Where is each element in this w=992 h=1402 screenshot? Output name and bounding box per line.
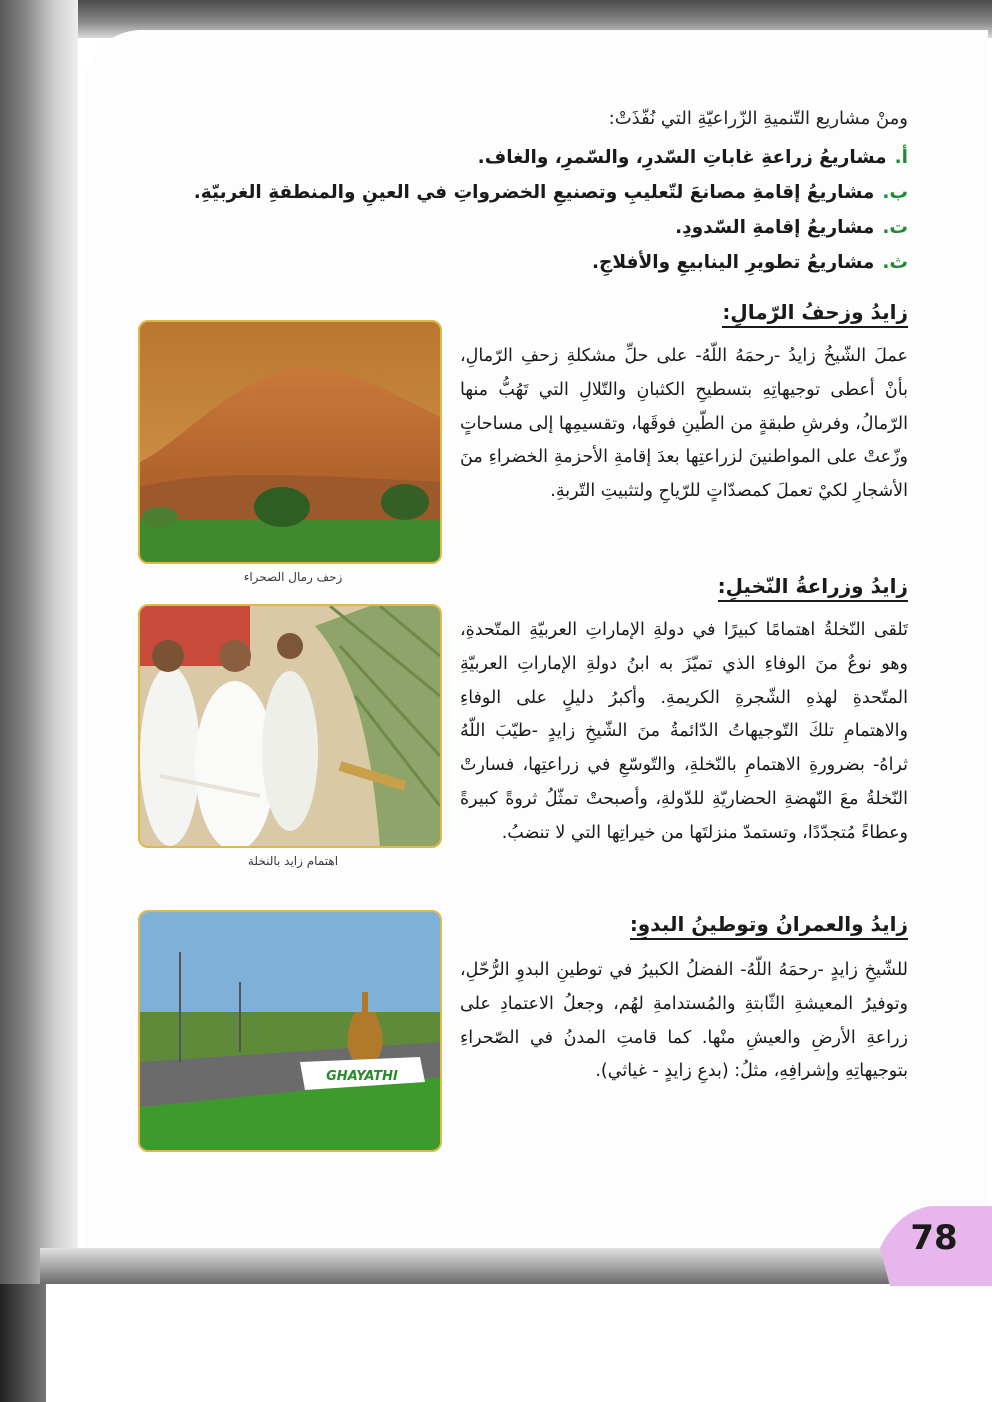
scan-bottom-area: [0, 1284, 992, 1402]
photo-ghayathi: [138, 910, 442, 1152]
projects-list: [128, 140, 908, 280]
photo-zayed-palm: [138, 604, 442, 848]
list-letter: ب.: [882, 182, 908, 203]
list-text: مشاريعُ تطويرِ الينابيعِ والأفلاجِ.: [591, 252, 875, 273]
intro-text: ومنْ مشاريع التّنميةِ الزّراعيّةِ التي نُفّذَتْ:: [608, 108, 908, 129]
caption-palm: اهتمام زايد بالنخلة: [247, 854, 339, 868]
section-body-sand: عملَ الشّيخُ زايدُ -رحمَهُ اللّهُ- على حلِّ مشكلةِ زحفِ الرّمالِ، بأنْ أعطى توجيهاتِهِ بتسطيحِ الكثبانِ والتّلالِ التي تَهُبُّ منها الرّمالُ، وفرشِ طبقةٍ من الطّينِ فوقَها، وتقسيمِها إلى مساحاتٍ وزّعتْ على المواطنينَ لزراعتِها بعدَ إقامةِ الأحزمةِ الخضراءِ منَ الأشجارِ لكيْ تعملَ كمصدّاتٍ للرّياحِ ولتثبيتِ التّربةِ.: [460, 346, 908, 502]
caption-desert: زحف رمال الصحراء: [243, 570, 343, 584]
section-heading-palms: زايدُ وزراعةُ النّخيلِ:: [718, 574, 908, 602]
palm-illustration: [140, 606, 440, 846]
list-item: [128, 140, 908, 175]
section-heading-sand: زايدُ وزحفُ الرّمالِ:: [722, 300, 908, 328]
list-letter: أ.: [894, 147, 908, 168]
section-body-bedouin: للشّيخِ زايدٍ -رحمَهُ اللّهُ- الفضلُ الكبيرُ في توطينِ البدوِ الرُّحّلِ، وتوفيرُ المعيشةِ الثّابتةِ والمُستدامةِ لهُم، وجعلُ الاعتمادِ على زراعةِ الأرضِ والعيشِ منْها. كما قامتِ المدنُ في الصّحراءِ بتوجيهاتِهِ وإشرافِهِ، مثلُ: (بدعِ زايدٍ - غياثي).: [460, 960, 908, 1082]
ghayathi-sign: GHAYATHI: [326, 1069, 398, 1084]
ghayathi-illustration: [140, 912, 440, 1150]
scan-bottom-shadow: [40, 1248, 992, 1284]
desert-illustration: [140, 322, 440, 562]
list-text: مشاريعُ إقامةِ السّدودِ.: [675, 217, 875, 238]
list-text: مشاريعُ زراعةِ غاباتِ السّدرِ، والسّمرِ، والغاف.: [477, 147, 887, 168]
scan-bottom-left-shadow: [0, 1284, 46, 1402]
list-letter: ت.: [882, 217, 908, 238]
scan-left-shadow: [0, 0, 78, 1310]
list-letter: ث.: [882, 252, 908, 273]
list-item: [128, 245, 908, 280]
section-heading-bedouin: زايدُ والعمرانُ وتوطينُ البدوِ:: [630, 912, 908, 940]
section-body-palms: تَلقى النّخلةُ اهتمامًا كبيرًا في دولةِ الإماراتِ العربيّةِ المتّحدةِ، وهو نوعٌ منَ الوفاءِ الذي تميّزَ به ابنُ دولةِ الإماراتِ العربيّةِ المتّحدةِ لهذهِ الشّجرةِ الكريمةِ. وأكبرُ دليلٍ على الوفاءِ والاهتمامِ تلكَ التّوجيهاتُ الدّائمةُ منَ الشّيخِ زايدٍ -طيّبَ اللّهُ ثراهُ- بضرورةِ الاهتمامِ بالنّخلةِ، والتّوسّعِ في زراعتِها، فسارتْ النّخلةُ معَ النّهضةِ الحضاريّةِ للدّولةِ، وأصبحتْ تمثّلُ ثروةً كبيرةً وعطاءً مُتجدّدًا، وتستمدّ منزلتَها من خيراتِها التي لا تنضبُ.: [460, 620, 908, 843]
list-item: [128, 210, 908, 245]
list-item: [128, 175, 908, 210]
page-number: 78: [910, 1218, 958, 1258]
photo-desert-dunes: [138, 320, 442, 564]
list-text: مشاريعُ إقامةِ مصانعَ لتّعليبِ وتصنيعِ الخضرواتِ في العينِ والمنطقةِ الغربيّةِ.: [193, 182, 875, 203]
